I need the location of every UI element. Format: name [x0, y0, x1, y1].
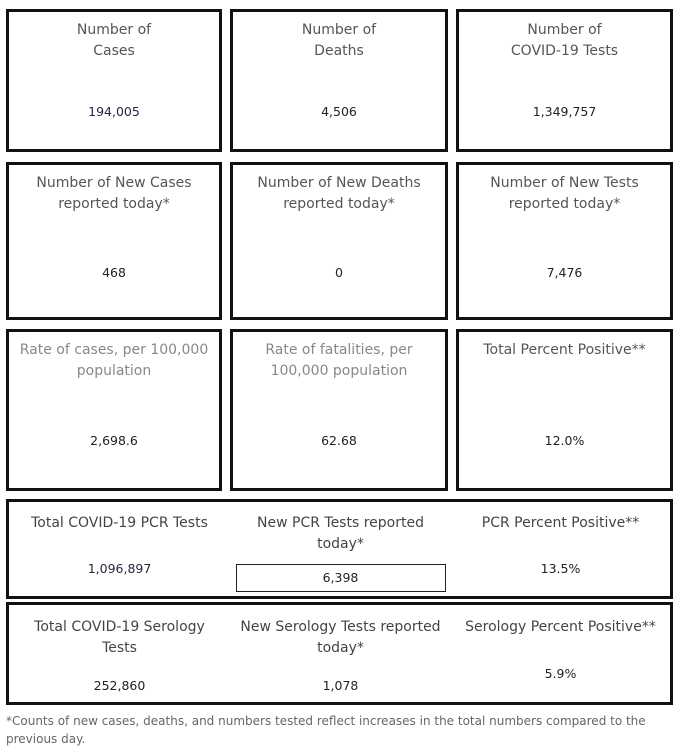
label-line-1: Serology Percent Positive** — [465, 619, 656, 635]
label-line-1: New PCR Tests reported — [257, 515, 424, 531]
card-number-of-deaths — [230, 9, 448, 152]
card-new-tests — [456, 162, 673, 320]
label-line-1: Rate of cases, per 100,000 — [19, 342, 209, 358]
card-value: 0 — [335, 265, 343, 280]
label-line-2: COVID-19 Tests — [510, 42, 619, 59]
card-number-of-tests — [456, 9, 673, 152]
card-label — [15, 173, 213, 214]
serology-new-label — [230, 617, 451, 658]
label-line-2: Deaths — [314, 42, 364, 59]
card-value: 12.0% — [544, 433, 585, 448]
card-value: 468 — [102, 265, 126, 280]
pcr-new-label — [230, 513, 451, 554]
card-value: 7,476 — [546, 265, 583, 280]
serology-total-column — [9, 605, 230, 702]
card-total-percent-positive — [456, 329, 673, 491]
serology-percent-column — [451, 605, 670, 702]
card-label — [239, 173, 439, 214]
label-line-1: Number of New Cases — [36, 175, 192, 191]
label-line-1: Rate of fatalities, per — [265, 342, 413, 358]
card-label — [15, 340, 213, 381]
label-line-2: 100,000 population — [270, 362, 408, 379]
pcr-percent-label — [451, 513, 670, 534]
pcr-percent-value: 13.5% — [540, 561, 581, 576]
label-line-1: Total COVID-19 PCR Tests — [31, 515, 208, 531]
label-line-1: Total Percent Positive** — [483, 342, 646, 358]
card-value: 2,698.6 — [90, 433, 138, 448]
footnote — [6, 712, 656, 748]
label-line-1: Number of New Deaths — [257, 175, 421, 191]
card-new-deaths — [230, 162, 448, 320]
card-new-cases — [6, 162, 222, 320]
card-case-rate — [6, 329, 222, 491]
card-value: 62.68 — [321, 433, 357, 448]
label-line-2: today* — [317, 535, 364, 552]
card-label — [239, 20, 439, 61]
card-fatality-rate — [230, 329, 448, 491]
pcr-percent-column — [451, 502, 670, 596]
card-label — [465, 20, 664, 61]
label-line-2: Cases — [93, 42, 135, 59]
label-line-2: Tests — [102, 639, 137, 656]
pcr-new-value: 6,398 — [322, 570, 359, 585]
serology-percent-value: 5.9% — [544, 666, 577, 681]
serology-total-label — [9, 617, 230, 658]
footnote-line-2: previous day. — [6, 732, 86, 746]
serology-new-value: 1,078 — [322, 678, 359, 693]
pcr-tests-panel — [6, 499, 673, 599]
label-line-1: Number of — [527, 22, 602, 38]
pcr-total-value: 1,096,897 — [87, 561, 152, 576]
label-line-1: Number of — [76, 22, 152, 38]
card-value: 194,005 — [88, 104, 140, 119]
footnote-line-1: *Counts of new cases, deaths, and numbers tested reflect increases in the total numbers compared to the — [6, 714, 646, 728]
label-line-2: reported today* — [58, 195, 170, 212]
card-label — [465, 340, 664, 361]
label-line-2: reported today* — [283, 195, 395, 212]
card-value: 4,506 — [321, 104, 357, 119]
pcr-total-label — [9, 513, 230, 534]
serology-new-column — [230, 605, 451, 702]
serology-tests-panel — [6, 602, 673, 705]
label-line-1: PCR Percent Positive** — [481, 515, 640, 531]
label-line-2: today* — [317, 639, 364, 656]
label-line-2: population — [76, 362, 152, 379]
label-line-1: New Serology Tests reported — [240, 619, 441, 635]
card-number-of-cases — [6, 9, 222, 152]
card-label — [465, 173, 664, 214]
serology-total-value: 252,860 — [93, 678, 146, 693]
pcr-total-column — [9, 502, 230, 596]
label-line-1: Number of — [301, 22, 377, 38]
card-label — [15, 20, 213, 61]
card-label — [239, 340, 439, 381]
label-line-1: Number of New Tests — [490, 175, 639, 191]
pcr-new-column — [230, 502, 451, 596]
label-line-1: Total COVID-19 Serology — [34, 619, 205, 635]
card-value: 1,349,757 — [532, 104, 597, 119]
label-line-2: reported today* — [508, 195, 621, 212]
serology-percent-label — [451, 617, 670, 638]
